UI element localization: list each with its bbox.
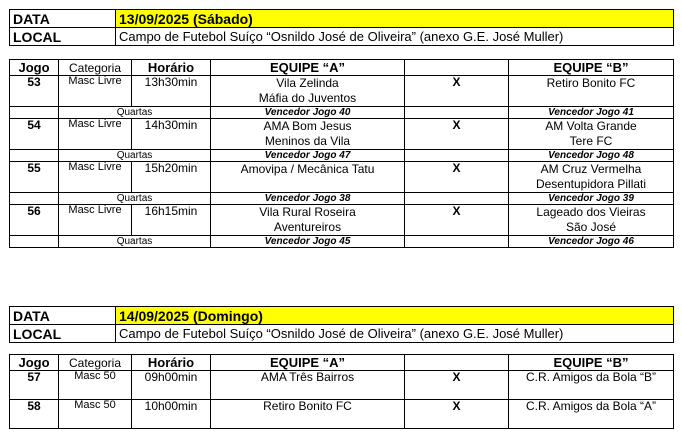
day2-header-table: [9, 306, 674, 343]
team-b-line-1: Retiro Bonito FC: [546, 76, 636, 90]
day1-local-label: LOCAL: [10, 28, 116, 46]
day1-local: Campo de Futebol Suíço “Osnildo José de Oliveira” (anexo G.E. José Muller): [116, 28, 674, 46]
game-row: [10, 76, 674, 107]
stage-row: [10, 193, 674, 205]
game-category: Masc 50: [59, 400, 132, 429]
team-a: Retiro Bonito FC: [211, 400, 405, 429]
day2-date-row: [10, 307, 674, 325]
team-b-line-2: [512, 91, 670, 106]
team-b-line-1: AM Cruz Vermelha: [540, 162, 642, 176]
winner-a: Vencedor Jogo 47: [211, 150, 405, 162]
team-b: C.R. Amigos da Bola “B”: [509, 371, 674, 400]
team-a-line-1: Vila Zelinda: [276, 76, 339, 90]
game-number: 56: [10, 205, 59, 236]
game-row: [10, 371, 674, 400]
team-b: [509, 119, 674, 150]
col-horario: Horário: [132, 60, 211, 76]
game-number: 53: [10, 76, 59, 107]
team-b: [509, 205, 674, 236]
game-time: 14h30min: [132, 119, 211, 150]
team-b-line-1: AM Volta Grande: [545, 119, 637, 133]
col-vs: [405, 60, 509, 76]
winner-b: Vencedor Jogo 39: [509, 193, 674, 205]
team-b: [509, 76, 674, 107]
team-b: C.R. Amigos da Bola “A”: [509, 400, 674, 429]
versus-mark: X: [405, 119, 509, 150]
versus-mark: X: [405, 205, 509, 236]
day2-data-label: DATA: [10, 307, 116, 325]
col-equipe-a: EQUIPE “A”: [211, 355, 405, 371]
winner-a: Vencedor Jogo 45: [211, 236, 405, 248]
team-a-line-2: [214, 177, 401, 192]
team-a: AMA Três Bairros: [211, 371, 405, 400]
day2-local-label: LOCAL: [10, 325, 116, 343]
game-category: Masc Livre: [59, 76, 132, 107]
stage-row: [10, 150, 674, 162]
team-b-line-2: São José: [565, 220, 617, 234]
versus-mark: X: [405, 400, 509, 429]
day1-header-row: [10, 60, 674, 76]
team-a-line-2: Máfia do Juventos: [258, 91, 357, 105]
day1-header-table: [9, 9, 674, 46]
winner-b: Vencedor Jogo 46: [509, 236, 674, 248]
team-b-line-2: Tere FC: [569, 134, 613, 148]
winner-a: Vencedor Jogo 40: [211, 107, 405, 119]
winner-b: Vencedor Jogo 41: [509, 107, 674, 119]
col-vs: [405, 355, 509, 371]
game-category: Masc Livre: [59, 205, 132, 236]
day2-local: Campo de Futebol Suíço “Osnildo José de Oliveira” (anexo G.E. José Muller): [116, 325, 674, 343]
team-a: [211, 76, 405, 107]
game-time: 16h15min: [132, 205, 211, 236]
col-horario: Horário: [132, 355, 211, 371]
team-a: [211, 119, 405, 150]
col-categoria: Categoria: [59, 60, 132, 76]
game-row: [10, 400, 674, 429]
team-a: [211, 205, 405, 236]
day2-local-row: [10, 325, 674, 343]
game-row: [10, 162, 674, 193]
day1-games-table: [9, 59, 674, 248]
game-number: 57: [10, 371, 59, 400]
day1-date-row: [10, 10, 674, 28]
game-time: 13h30min: [132, 76, 211, 107]
versus-mark: X: [405, 76, 509, 107]
game-category: Masc Livre: [59, 119, 132, 150]
team-a: [211, 162, 405, 193]
game-number: 58: [10, 400, 59, 429]
versus-mark: X: [405, 371, 509, 400]
game-time: 10h00min: [132, 400, 211, 429]
team-a-line-1: Amovipa / Mecânica Tatu: [240, 162, 375, 176]
game-category: Masc Livre: [59, 162, 132, 193]
game-number: 54: [10, 119, 59, 150]
day2-date: 14/09/2025 (Domingo): [116, 307, 674, 325]
game-time: 09h00min: [132, 371, 211, 400]
col-equipe-b: EQUIPE “B”: [509, 60, 674, 76]
col-categoria: Categoria: [59, 355, 132, 371]
day2-header-row: [10, 355, 674, 371]
team-a-line-1: AMA Bom Jesus: [263, 119, 352, 133]
versus-mark: X: [405, 162, 509, 193]
stage-label: Quartas: [59, 193, 211, 205]
team-b-line-1: Lageado dos Vieiras: [536, 205, 646, 219]
team-b: [509, 162, 674, 193]
game-number: 55: [10, 162, 59, 193]
winner-b: Vencedor Jogo 48: [509, 150, 674, 162]
winner-a: Vencedor Jogo 38: [211, 193, 405, 205]
day2-games-table: [9, 354, 674, 429]
game-time: 15h20min: [132, 162, 211, 193]
stage-label: Quartas: [59, 107, 211, 119]
stage-row: [10, 107, 674, 119]
day1-local-row: [10, 28, 674, 46]
col-equipe-a: EQUIPE “A”: [211, 60, 405, 76]
game-row: [10, 205, 674, 236]
team-a-line-2: Aventureiros: [273, 220, 342, 234]
team-a-line-1: Vila Rural Roseira: [259, 205, 356, 219]
stage-label: Quartas: [59, 150, 211, 162]
game-category: Masc 50: [59, 371, 132, 400]
team-b-line-2: Desentupidora Pillati: [535, 177, 647, 191]
col-equipe-b: EQUIPE “B”: [509, 355, 674, 371]
day1-data-label: DATA: [10, 10, 116, 28]
team-a-line-2: Meninos da Vila: [264, 134, 351, 148]
stage-label: Quartas: [59, 236, 211, 248]
stage-row: [10, 236, 674, 248]
game-row: [10, 119, 674, 150]
col-jogo: Jogo: [10, 355, 59, 371]
day1-date: 13/09/2025 (Sábado): [116, 10, 674, 28]
col-jogo: Jogo: [10, 60, 59, 76]
